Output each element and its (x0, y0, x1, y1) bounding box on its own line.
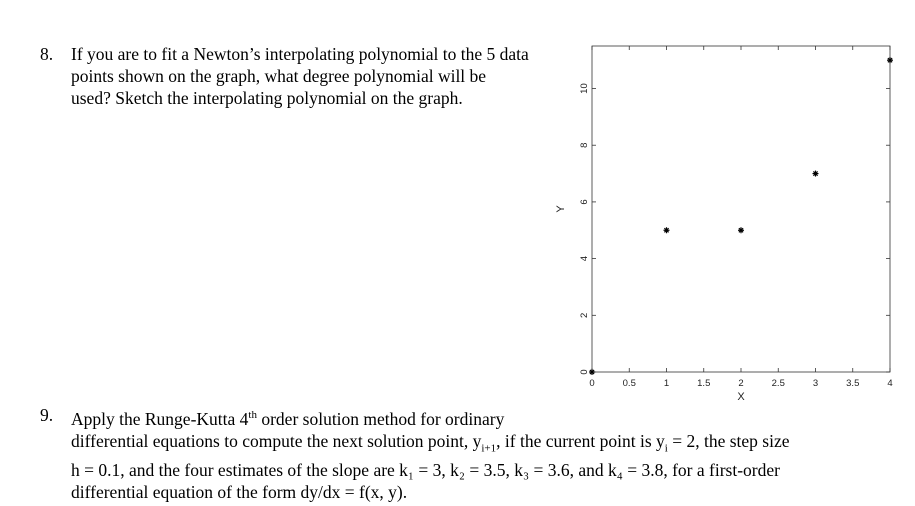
x-tick-label: 4 (887, 378, 893, 389)
question-9-line-2 (71, 430, 790, 460)
y-tick-label: 8 (579, 142, 590, 148)
q9-line1-sup: th (248, 409, 257, 421)
question-9-text (71, 404, 790, 503)
x-tick-label: 0.5 (622, 378, 636, 389)
x-tick-label: 2 (738, 378, 744, 389)
x-tick-label: 3 (812, 378, 819, 389)
q9-line2-sub2: i (664, 442, 668, 455)
q9-line2-sub1: i+1 (481, 442, 497, 455)
question-8-line: used? Sketch the interpolating polynomial on the graph. (71, 88, 463, 108)
data-point (664, 227, 670, 233)
data-point (887, 57, 893, 63)
y-axis-label: Y (555, 205, 567, 213)
x-tick-label: 1.5 (697, 378, 711, 389)
q9-line1-post: order solution method for ordinary (256, 408, 505, 429)
q9-line1-pre: Apply the Runge-Kutta 4 (71, 408, 249, 429)
question-9-number: 9. (40, 405, 54, 425)
y-tick-label: 0 (579, 369, 590, 375)
scatter-chart (540, 30, 910, 410)
plot-frame (592, 46, 890, 372)
x-tick-label: 1 (663, 378, 670, 389)
data-points (589, 57, 893, 375)
question-8-line: points shown on the graph, what degree polynomial will be (71, 66, 487, 86)
x-ticks (589, 46, 892, 389)
x-tick-label: 0 (589, 378, 595, 389)
y-tick-label: 2 (579, 312, 590, 318)
question-8-line: If you are to fit a Newton’s interpolating polynomial to the 5 data (71, 44, 529, 64)
q9-line2-b: , if the current point is y (496, 430, 665, 451)
data-point (813, 171, 819, 177)
q9-line2-a: differential equations to compute the next solution point, y (71, 430, 482, 451)
x-tick-label: 2.5 (771, 378, 785, 389)
y-tick-label: 10 (579, 83, 590, 94)
y-ticks (579, 83, 890, 374)
x-tick-label: 3.5 (846, 378, 860, 389)
data-point (738, 227, 744, 233)
data-point (589, 369, 595, 375)
question-9-line-4: differential equation of the form dy/dx = f(x, y). (71, 482, 408, 503)
question-8-number: 8. (40, 44, 54, 64)
q9-line2-c: = 2, the step size (667, 430, 790, 451)
y-tick-label: 4 (579, 255, 590, 262)
x-axis-label: X (737, 391, 745, 403)
question-9-line-3: h = 0.1, and the four estimates of the slope are k₁ = 3, k₂ = 3.5, k₃ = 3.6, and k₄ = 3.8, for a first-order (71, 460, 780, 481)
question-8-text (71, 43, 529, 109)
y-tick-label: 6 (579, 199, 590, 205)
